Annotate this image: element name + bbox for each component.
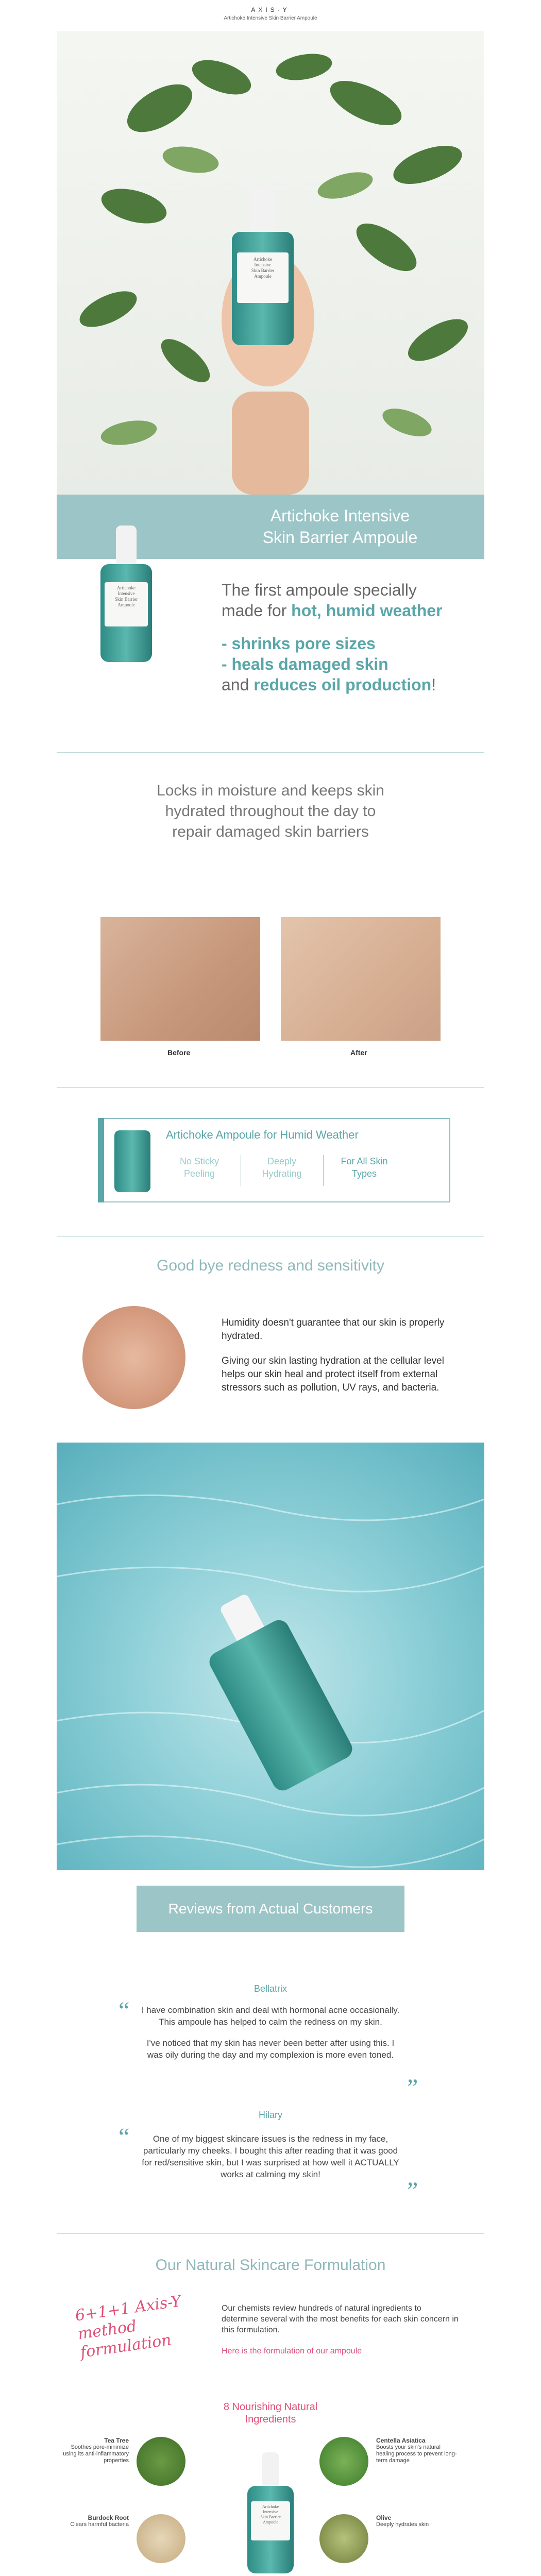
ingredient-desc: Soothes pore-minimize using its anti-inflammatory properties	[63, 2444, 129, 2464]
intro-label-3: Skin Barrier	[114, 597, 138, 602]
ingredient-name: Burdock Root	[88, 2514, 129, 2521]
formulation-bottle-dropper	[262, 2452, 279, 2488]
review-1-p2: I've noticed that my skin has never been better after using this. I was oily during the day and my complexion is more even toned.	[146, 2038, 395, 2060]
moisture-line1: Locks in moisture and keeps skin	[157, 782, 384, 799]
formulation-desc-text: Our chemists review hundreds of natural ingredients to determine several with the most benefits for each skin concern in this formulation.	[222, 2304, 459, 2334]
redness-copy	[222, 1316, 469, 1395]
formulation-highlight: Here is the formulation of our ampoule	[222, 2347, 362, 2355]
formulation-label-3: Skin Barrier	[260, 2515, 281, 2519]
label-text-1: Artichoke	[253, 257, 272, 262]
review-2-text	[139, 2133, 402, 2180]
formulation-bottle-label	[251, 2501, 290, 2540]
review-2-name: Hilary	[258, 2110, 282, 2120]
intro-label-2: Intensive	[117, 591, 135, 596]
label-text-4: Ampoule	[254, 274, 272, 279]
before-image	[100, 917, 260, 1041]
intro-line2-prefix: made for	[222, 601, 292, 620]
water-photo	[57, 1443, 484, 1870]
intro-bullet3	[222, 674, 489, 695]
review-1-p1: I have combination skin and deal with hormonal acne occasionally. This ampoule has helped to calm the redness on my skin.	[141, 2005, 400, 2027]
ingredient-desc: Deeply hydrates skin	[376, 2521, 429, 2528]
humid-title: Artichoke Ampoule for Humid Weather	[166, 1128, 359, 1141]
hero-title-line2: Skin Barrier Ampoule	[262, 528, 418, 547]
review-2-close-quote: ”	[407, 2177, 418, 2205]
page-subtitle: Artichoke Intensive Skin Barrier Ampoule	[224, 15, 317, 21]
intro-line2	[222, 600, 489, 621]
ingredient-name: Centella Asiatica	[376, 2437, 426, 2444]
hero-photo	[57, 31, 484, 495]
intro-bullet1: - shrinks pore sizes	[222, 634, 376, 653]
ingredient-olive	[319, 2514, 469, 2571]
reviews-title: Reviews from Actual Customers	[168, 1901, 373, 1917]
review-1-name: Bellatrix	[253, 1984, 288, 1994]
label-text-2: Intensive	[254, 262, 272, 267]
formulation-label-2: Intensive	[263, 2510, 278, 2514]
tea-tree-image	[137, 2437, 185, 2486]
formulation-script: 6+1+1 Axis-Y method formulation	[74, 2292, 182, 2362]
humid-accent-bar	[98, 1118, 104, 1202]
intro-label-1: Artichoke	[117, 585, 136, 590]
ingredient-burdock-root	[57, 2514, 185, 2571]
ingredient-desc: Clears harmful bacteria	[70, 2521, 129, 2528]
ingredient-name: Tea Tree	[104, 2437, 129, 2444]
formulation-desc	[222, 2303, 459, 2357]
intro-line1: The first ampoule specially	[222, 581, 417, 599]
divider	[57, 752, 484, 753]
moisture-line3: repair damaged skin barriers	[172, 823, 369, 840]
review-1-open-quote: “	[119, 1997, 130, 2024]
bottle-dropper	[250, 185, 276, 237]
humid-box	[98, 1118, 450, 1202]
formulation-title: Our Natural Skincare Formulation	[155, 2257, 386, 2274]
ingredient-name: Olive	[376, 2514, 392, 2521]
review-2-p1: One of my biggest skincare issues is the redness in my face, particularly my cheeks. I bought this after reading that it was good for red/sensitive skin, but I was surprised at how well it ACTUALLY works at calming my skin!	[142, 2134, 399, 2179]
after-image	[281, 917, 441, 1041]
redness-p2: Giving our skin lasting hydration at the cellular level helps our skin heal and protect itself from external stressors such as pollution, UV rays, and bacteria.	[222, 1355, 444, 1393]
intro-copy	[222, 580, 489, 695]
label-text-3: Skin Barrier	[251, 268, 275, 273]
ingredient-tea-tree	[57, 2437, 185, 2494]
intro-bullet3-prefix: and	[222, 675, 254, 694]
review-1-text	[139, 2004, 402, 2061]
reviews-band	[137, 1886, 404, 1932]
humid-sep2	[323, 1155, 324, 1186]
brand-logo: AXIS-Y	[251, 6, 290, 13]
divider	[57, 1087, 484, 1088]
divider	[57, 2233, 484, 2234]
humid-bottle	[114, 1130, 150, 1192]
ingredient-centella	[319, 2437, 469, 2494]
formulation-label-1: Artichoke	[262, 2504, 279, 2509]
humid-col2: Deeply Hydrating	[262, 1156, 302, 1179]
formulation-label-4: Ampoule	[263, 2520, 278, 2524]
intro-bullet2: - heals damaged skin	[222, 655, 388, 673]
burdock-image	[137, 2514, 185, 2563]
bottle-label	[237, 252, 289, 303]
olive-image	[319, 2514, 368, 2563]
moisture-line2: hydrated throughout the day to	[165, 803, 376, 820]
intro-bullet3-bold: reduces oil production	[253, 675, 432, 694]
review-2-open-quote: “	[119, 2123, 130, 2150]
centella-image	[319, 2437, 368, 2486]
moisture-copy	[0, 781, 541, 842]
intro-bullet3-suffix: !	[431, 675, 436, 694]
intro-bottle-dropper	[116, 526, 137, 567]
after-label: After	[350, 1048, 367, 1057]
redness-p1: Humidity doesn't guarantee that our skin is properly hydrated.	[222, 1317, 445, 1342]
intro-line2-bold: hot, humid weather	[291, 601, 443, 620]
skin-texture-circle	[82, 1306, 185, 1409]
intro-bottle-label	[105, 582, 148, 626]
divider	[57, 1236, 484, 1237]
ingredient-desc: Boosts your skin's natural healing process to prevent long-term damage	[376, 2444, 457, 2464]
intro-label-4: Ampoule	[117, 602, 135, 607]
hero-title-line1: Artichoke Intensive	[270, 506, 410, 525]
humid-col3: For All Skin Types	[341, 1156, 388, 1179]
nourish-title: 8 Nourishing Natural Ingredients	[223, 2401, 318, 2425]
before-label: Before	[167, 1048, 191, 1057]
redness-title: Good bye redness and sensitivity	[157, 1257, 384, 1274]
review-1-close-quote: ”	[407, 2074, 418, 2102]
humid-col1: No Sticky Peeling	[179, 1156, 219, 1179]
